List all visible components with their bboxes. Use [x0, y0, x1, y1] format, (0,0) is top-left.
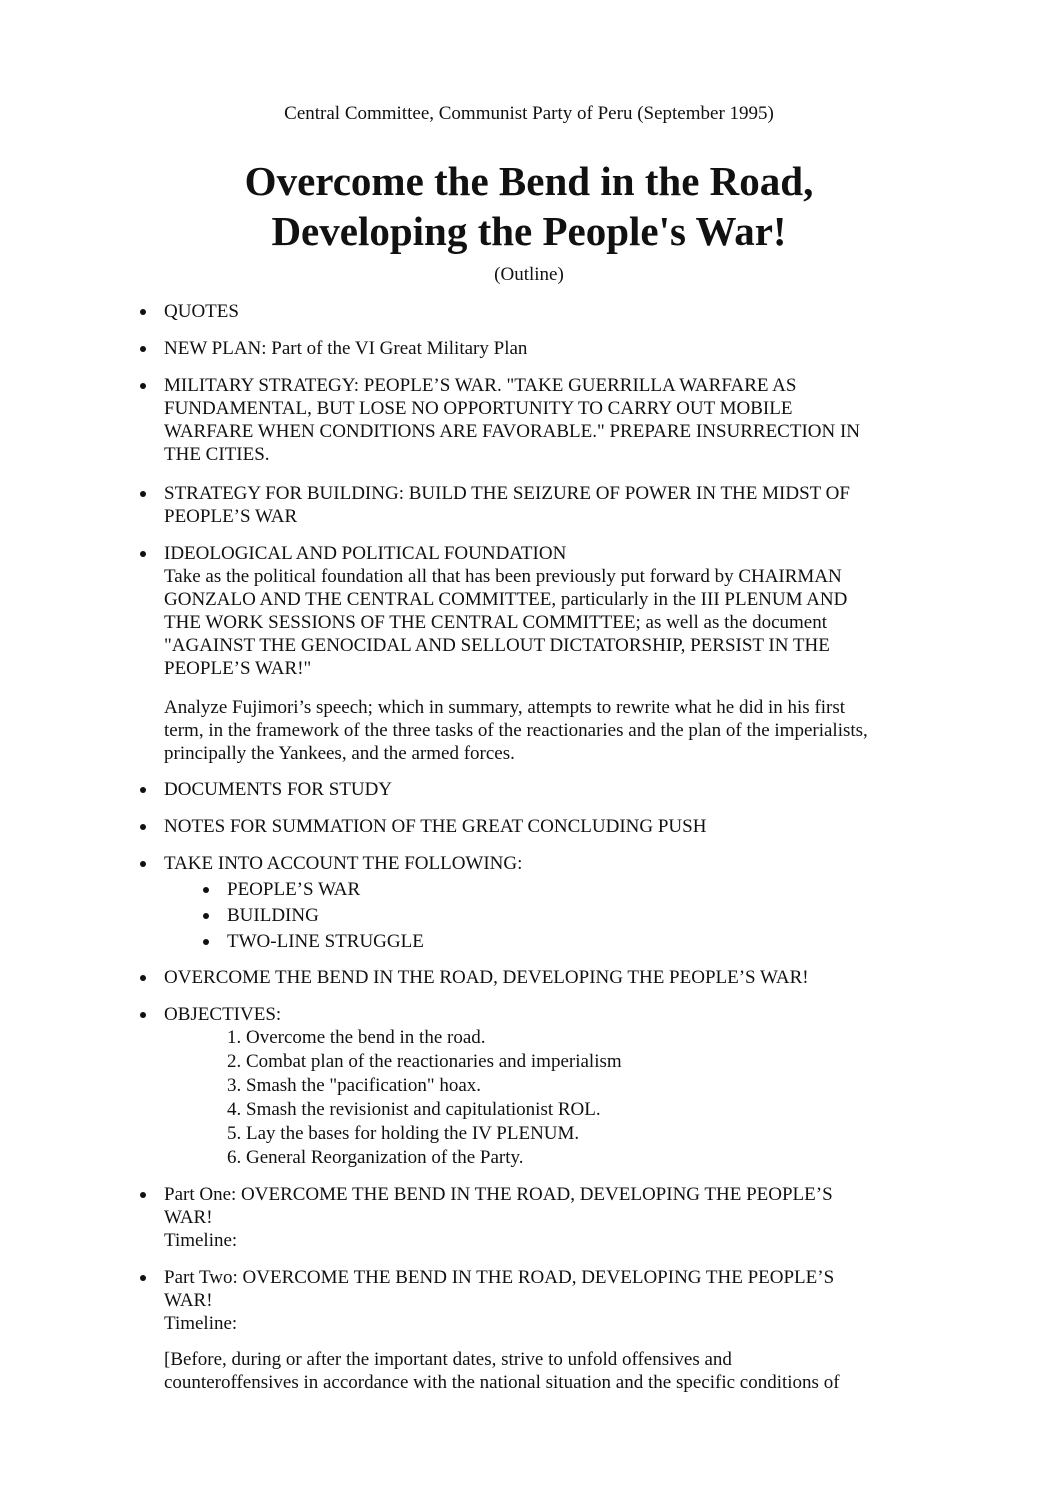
item-line: Take as the political foundation all that has been previously put forward by CHAIRMAN	[164, 566, 842, 587]
item-text: QUOTES	[164, 301, 239, 322]
paragraph-line: Analyze Fujimori’s speech; which in summary, attempts to rewrite what he did in his first	[164, 697, 846, 718]
sub-item-peoples-war: PEOPLE’S WAR	[227, 879, 361, 900]
item-line: Timeline:	[164, 1230, 238, 1251]
list-item-military-strategy	[164, 374, 964, 466]
objective-3: 3. Smash the "pacification" hoax.	[227, 1075, 482, 1096]
item-line: Part One: OVERCOME THE BEND IN THE ROAD, DEVELOPING THE PEOPLE’S	[164, 1184, 833, 1205]
list-item-quotes	[164, 300, 964, 323]
list-item-strategy-building	[164, 482, 964, 528]
item-line: PEOPLE’S WAR!"	[164, 658, 312, 679]
paragraph-line: term, in the framework of the three tasks of the reactionaries and the plan of the imperialists,	[164, 720, 868, 741]
item-line: THE WORK SESSIONS OF THE CENTRAL COMMITTEE; as well as the document	[164, 612, 828, 633]
objective-6: 6. General Reorganization of the Party.	[227, 1147, 524, 1168]
list-item-new-plan	[164, 337, 964, 360]
item-line: THE CITIES.	[164, 444, 270, 465]
list-item-objectives	[164, 1003, 964, 1026]
item-line: STRATEGY FOR BUILDING: BUILD THE SEIZURE OF POWER IN THE MIDST OF	[164, 483, 850, 504]
item-line: MILITARY STRATEGY: PEOPLE’S WAR. "TAKE GUERRILLA WARFARE AS	[164, 375, 797, 396]
closing-paragraph	[164, 1348, 964, 1394]
document-subtitle: (Outline)	[494, 264, 564, 285]
document-header: Central Committee, Communist Party of Peru (September 1995)	[284, 103, 774, 124]
item-text: DOCUMENTS FOR STUDY	[164, 779, 393, 800]
list-item-overcome	[164, 966, 964, 989]
title-line-1: Overcome the Bend in the Road,	[244, 158, 814, 204]
item-line: IDEOLOGICAL AND POLITICAL FOUNDATION	[164, 543, 567, 564]
sub-item-two-line-struggle: TWO-LINE STRUGGLE	[227, 931, 424, 952]
list-item-notes	[164, 815, 964, 838]
sub-item-building: BUILDING	[227, 905, 319, 926]
item-line: Timeline:	[164, 1313, 238, 1334]
paragraph-line: [Before, during or after the important dates, strive to unfold offensives and	[164, 1349, 732, 1370]
item-line: Part Two: OVERCOME THE BEND IN THE ROAD, DEVELOPING THE PEOPLE’S	[164, 1267, 835, 1288]
item-text: NOTES FOR SUMMATION OF THE GREAT CONCLUDING PUSH	[164, 816, 707, 837]
objective-1: 1. Overcome the bend in the road.	[227, 1027, 486, 1048]
list-item-documents	[164, 778, 964, 801]
objective-2: 2. Combat plan of the reactionaries and imperialism	[227, 1051, 622, 1072]
list-item-part-one	[164, 1183, 964, 1252]
item-text: TAKE INTO ACCOUNT THE FOLLOWING:	[164, 853, 523, 874]
item-line: FUNDAMENTAL, BUT LOSE NO OPPORTUNITY TO CARRY OUT MOBILE	[164, 398, 793, 419]
list-item-ideological	[164, 542, 964, 680]
item-line: WAR!	[164, 1207, 213, 1228]
list-item-take-into-account	[164, 852, 964, 875]
paragraph-line: counteroffensives in accordance with the national situation and the specific conditions of	[164, 1372, 840, 1393]
list-item-part-two	[164, 1266, 964, 1335]
item-text: OVERCOME THE BEND IN THE ROAD, DEVELOPING THE PEOPLE’S WAR!	[164, 967, 809, 988]
item-text: NEW PLAN: Part of the VI Great Military Plan	[164, 338, 528, 359]
document-title	[0, 156, 1058, 256]
item-line: PEOPLE’S WAR	[164, 506, 298, 527]
item-line: "AGAINST THE GENOCIDAL AND SELLOUT DICTATORSHIP, PERSIST IN THE	[164, 635, 830, 656]
title-line-2: Developing the People's War!	[271, 208, 787, 254]
item-line: WARFARE WHEN CONDITIONS ARE FAVORABLE." PREPARE INSURRECTION IN	[164, 421, 861, 442]
item-text: OBJECTIVES:	[164, 1004, 282, 1025]
objective-4: 4. Smash the revisionist and capitulationist ROL.	[227, 1099, 601, 1120]
item-line: WAR!	[164, 1290, 213, 1311]
objective-5: 5. Lay the bases for holding the IV PLENUM.	[227, 1123, 580, 1144]
analyze-paragraph	[164, 696, 964, 765]
item-line: GONZALO AND THE CENTRAL COMMITTEE, particularly in the III PLENUM AND	[164, 589, 848, 610]
paragraph-line: principally the Yankees, and the armed forces.	[164, 743, 515, 764]
